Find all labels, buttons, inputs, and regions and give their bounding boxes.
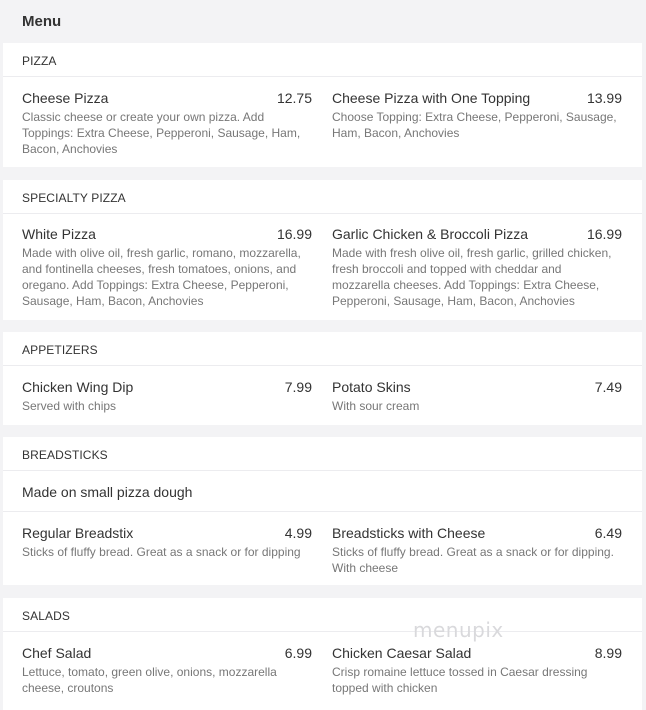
item-price: 6.99	[284, 645, 312, 661]
section-title: SALADS	[22, 609, 70, 623]
section-specialty-pizza	[3, 214, 642, 320]
item-price: 16.99	[276, 226, 312, 242]
item-name: Breadsticks with Cheese	[332, 525, 486, 541]
menu-item[interactable]	[332, 645, 622, 705]
item-name: Chef Salad	[22, 645, 92, 661]
menu-item[interactable]	[22, 226, 312, 316]
item-description: With sour cream	[332, 399, 420, 413]
section-pizza	[3, 77, 642, 167]
item-description: Crisp romaine lettuce tossed in Caesar dressing topped with chicken	[332, 665, 588, 695]
item-name: Garlic Chicken & Broccoli Pizza	[332, 226, 529, 242]
item-description: Classic cheese or create your own pizza. Add Toppings: Extra Cheese, Pepperoni, Sausage, Ham, Bacon, Anchovies	[22, 110, 301, 156]
section-header-appetizers	[3, 332, 642, 366]
menu-item[interactable]	[22, 525, 312, 580]
item-description: Choose Topping: Extra Cheese, Pepperoni, Sausage, Ham, Bacon, Anchovies	[332, 110, 617, 140]
item-name: Chicken Caesar Salad	[332, 645, 472, 661]
item-description: Served with chips	[22, 399, 117, 413]
menu-item[interactable]	[22, 645, 312, 705]
item-price: 7.49	[594, 379, 622, 395]
item-price: 4.99	[284, 525, 312, 541]
section-title: APPETIZERS	[22, 343, 98, 357]
item-name: White Pizza	[22, 226, 96, 242]
menu-header	[0, 0, 646, 42]
item-name: Chicken Wing Dip	[22, 379, 134, 395]
section-header-salads	[3, 598, 642, 632]
item-price: 12.75	[276, 90, 312, 106]
section-title: SPECIALTY PIZZA	[22, 191, 126, 205]
section-salads	[3, 632, 642, 710]
menupix-watermark: menupix	[413, 618, 504, 642]
item-description: Lettuce, tomato, green olive, onions, mozzarella cheese, croutons	[22, 665, 277, 695]
section-header-breadsticks	[3, 437, 642, 471]
section-title: BREADSTICKS	[22, 448, 108, 462]
page-title: Menu	[22, 13, 62, 30]
item-price: 6.49	[594, 525, 622, 541]
item-description: Made with olive oil, fresh garlic, romano, mozzarella, and fontinella cheeses, fresh tomatoes, onions, and oregano. Add Toppings: Extra Cheese, Pepperoni, Sausage, Ham, Bacon, Anchovies	[22, 246, 301, 308]
menu-item[interactable]	[22, 90, 312, 160]
divider	[3, 511, 642, 512]
section-breadsticks	[3, 471, 642, 585]
menu-item[interactable]	[332, 90, 622, 160]
item-name: Potato Skins	[332, 379, 411, 395]
item-price: 7.99	[284, 379, 312, 395]
menu-item[interactable]	[22, 379, 312, 419]
menu-item[interactable]	[332, 525, 622, 580]
section-header-pizza	[3, 43, 642, 77]
item-description: Sticks of fluffy bread. Great as a snack or for dipping. With cheese	[332, 545, 614, 575]
item-price: 8.99	[594, 645, 622, 661]
item-description: Made with fresh olive oil, fresh garlic, grilled chicken, fresh broccoli and topped with cheddar and mozzarella cheeses. Add Toppings: Extra Cheese, Pepperoni, Sausage, Ham, Bacon, Anchovies	[332, 246, 612, 308]
item-name: Cheese Pizza	[22, 90, 109, 106]
item-description: Sticks of fluffy bread. Great as a snack or for dipping	[22, 545, 301, 559]
menu-item[interactable]	[332, 379, 622, 419]
item-name: Regular Breadstix	[22, 525, 134, 541]
section-note: Made on small pizza dough	[22, 484, 193, 500]
item-price: 16.99	[586, 226, 622, 242]
item-name: Cheese Pizza with One Topping	[332, 90, 531, 106]
section-appetizers	[3, 366, 642, 425]
section-header-specialty-pizza	[3, 180, 642, 214]
section-title: PIZZA	[22, 54, 57, 68]
menu-item[interactable]	[332, 226, 622, 316]
item-price: 13.99	[586, 90, 622, 106]
